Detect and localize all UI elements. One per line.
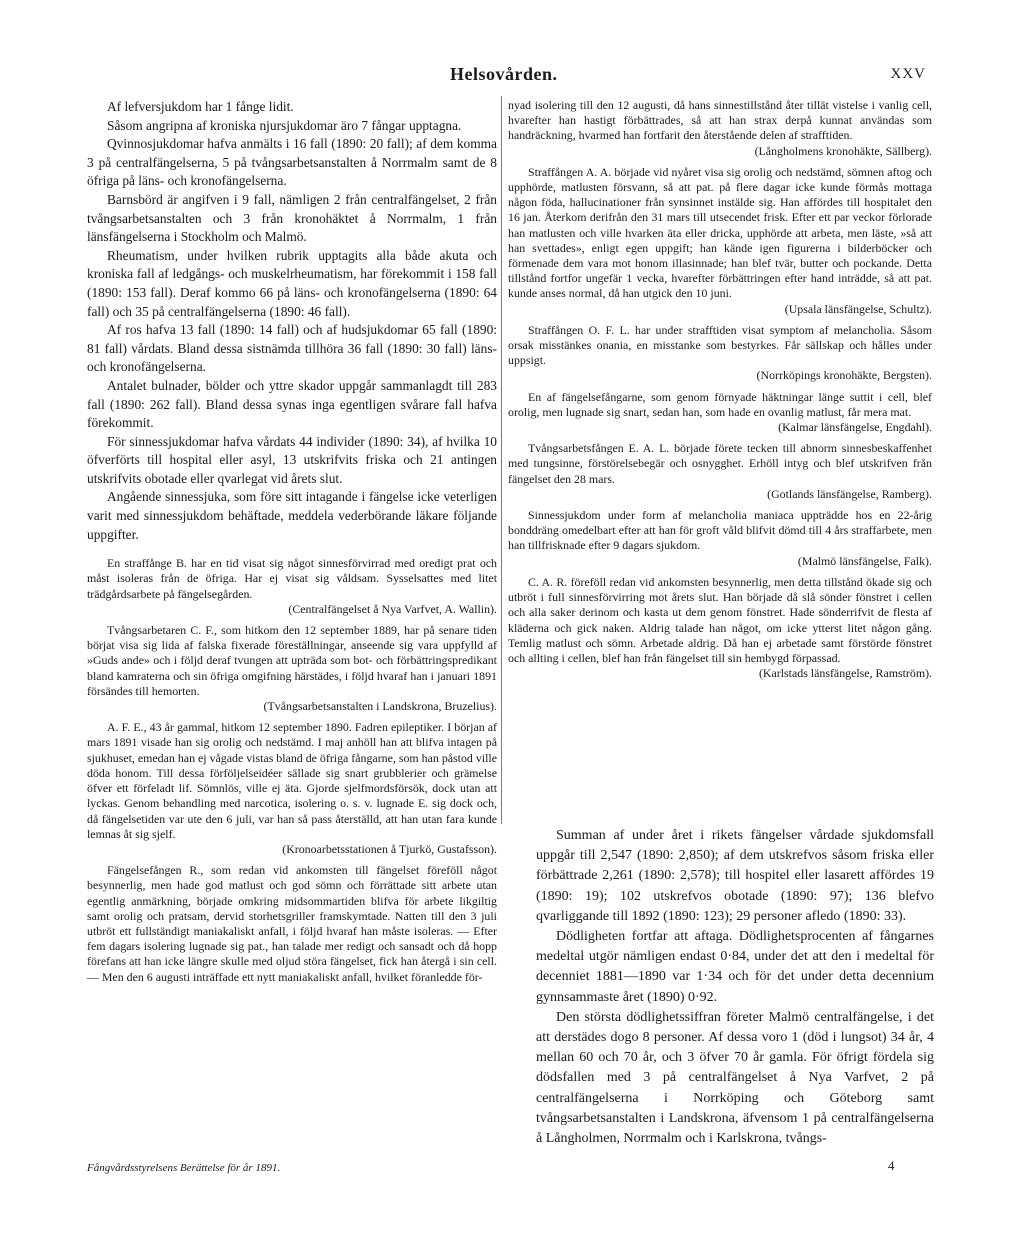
left-column bbox=[87, 98, 497, 985]
running-head bbox=[0, 58, 1024, 88]
case-text: Sinnessjukdom under form af melancholia maniaca uppträdde hos en 22-årig bonddräng omedelbart efter att han för groft våld blifvit dömd till 4 års straffarbete, men han tillfrisknade efter 9 dagars sjukdom. bbox=[508, 508, 932, 553]
right-main-text bbox=[536, 826, 934, 1149]
case-reports-left bbox=[87, 556, 497, 984]
case-signature: (Karlstads länsfängelse, Ramström). bbox=[758, 666, 932, 681]
paragraph: Rheumatism, under hvilken rubrik upptagits alla både akuta och kroniska fall af ledgångs- och muskelrheumatism, har förekommit i 158 fall (1890: 153 fall). Deraf kommo 66 på läns- och kronofängelserna (1890: 64 fall) och 35 på centralfängelserna (1890: 46 fall). bbox=[87, 247, 497, 319]
case-signature: (Gotlands länsfängelse, Ramberg). bbox=[767, 486, 932, 501]
paragraph: Qvinnosjukdomar hafva anmälts i 16 fall (1890: 20 fall); af dem komma 3 på centralfängelserna, 5 på tvångsarbetsanstalten å Norrmalm samt de 8 öfriga på läns- och kronofängelserna. bbox=[87, 136, 497, 189]
paragraph: Såsom angripna af kroniska njursjukdomar äro 7 fångar upptagna. bbox=[107, 117, 462, 133]
left-main-text bbox=[87, 98, 497, 544]
paragraph: Antalet bulnader, bölder och yttre skador uppgår sammanlagdt till 283 fall (1890: 262 fall). Bland dessa synas inga egentligen svårare fall hafva förekommit. bbox=[87, 377, 497, 431]
case-text: Straffången A. A. började vid nyåret visa sig orolig och nedstämd, sömnen aftog och upphörde, matlusten försvann, så att pat. på flere dagar icke kunde förmås mottaga någon föda, hallucinationer från synsinnet instälde sig. Han affördes till hospitalet den 16 jan. Återkom derifrån den 31 mars till utsecendet frisk. Efter ett par veckor förlorade han matlusten och ville hvarken äta eller dricka, upphörde att arbeta, men läste, »så att han svettades», enligt egen uppgift; han kände igen figurerna i bilderböcker och förmenade dem vara mot honom illasinnade; han blef tvär, butter och pockande. Detta tillstånd fortfor ungefär 1 vecka, hvarefter förbättringen efter hand inträdde, så att pat. kunde anses normal, då han utgick den 10 juni. bbox=[508, 164, 932, 301]
case-text: C. A. R. föreföll redan vid ankomsten besynnerlig, men detta tillstånd ökade sig och utbröt i full sinnesförvirring mot årets slut. Han började då slå sönder fönstret i cellen och alla saker derinom och kasta ut dem genom fönstret. Hade sönderrifvit de flesta af kläderna och gick naken. Aldrig talade han något, om icke ytterst litet någon gång. Temlig matlust och sömn. Arbetade aldrig. Då han ej arbetade samt förstörde fönstret och allting i cellen, blef han från fängelset till sin hembygd förpassad. bbox=[508, 574, 932, 665]
sheet-number: 4 bbox=[888, 1158, 895, 1173]
paragraph: Angående sinnessjuka, som före sitt intagande i fängelse icke veterligen varit med sinnessjukdom behäftade, meddela vederbörande läkare följande uppgifter. bbox=[87, 489, 497, 542]
case-reports-right bbox=[508, 98, 932, 681]
paragraph: För sinnessjukdomar hafva vårdats 44 individer (1890: 34), af hvilka 10 öfverförts till hospital eller asyl, 13 utskrifvits friska och 21 antingen utskrifvits obotade eller qvarlegat vid årets slut. bbox=[87, 433, 497, 486]
paragraph: Af lefversjukdom har 1 fånge lidit. bbox=[107, 99, 294, 114]
paragraph: Summan af under året i rikets fängelser vårdade sjukdomsfall uppgår till 2,547 (1890: 2,850); af dem utskrefvos såsom friska eller förbättrade 2,261 (1890: 2,578); till hospitel eller lasarett affördes 19 (1890: 19); 102 utskrefvos obotade (1890: 97); 136 blefvo qvarliggande till 1892 (1890: 123); 29 personer afledo (1890: 33). bbox=[536, 828, 934, 924]
case-text: Fängelsefången R., som redan vid ankomsten till fängelset föreföll något besynnerlig, men hade god matlust och god sömn och förrättade sitt arbete utan egentlig anmärkning, började omkring midsommartiden blifva för arbete likgiltig samt orolig och pratsam, dervid storhetsgriller framskymtade. Natten till den 3 juli utbröt ett fullständigt maniakaliskt anfall, i följd hvaraf han måste isoleras. — Efter fem dagars isolering lugnade sig pat., han talade mer redigt och sansadt och då hopp förefans att han icke längre skulle med oljud störa fängelset, fick han återgå i sin cell. — Men den 6 augusti inträffade ett nytt maniakaliskt anfall, hvilket föranledde för- bbox=[87, 863, 497, 984]
paragraph: Af ros hafva 13 fall (1890: 14 fall) och af hudsjukdomar 65 fall (1890: 81 fall) vårdats. Bland dessa sistnämda tillhöra 36 fall (1890: 30 fall) läns- och kronofängelserna. bbox=[87, 322, 497, 375]
case-signature: (Upsala länsfängelse, Schultz). bbox=[784, 301, 932, 316]
page-title: Helsovården. bbox=[450, 64, 558, 84]
case-signature: (Kronoarbetsstationen å Tjurkö, Gustafsson). bbox=[282, 841, 497, 856]
case-signature: (Långholmens kronohäkte, Sällberg). bbox=[754, 143, 932, 158]
footer-text: Fångvårdsstyrelsens Berättelse för år 1891. bbox=[87, 1162, 281, 1174]
case-signature: (Centralfängelset å Nya Varfvet, A. Wallin). bbox=[288, 601, 497, 616]
paragraph: Barnsbörd är angifven i 9 fall, nämligen 2 från centralfängelset, 2 från tvångsarbetsanstalten och 3 från kronohäktet å Norrmalm, 1 från länsfängelserna i Stockholm och Malmö. bbox=[87, 191, 497, 245]
case-text: Tvångsarbetaren C. F., som hitkom den 12 september 1889, har på senare tiden börjat visa sig lida af falska fixerade föreställningar, anseende sig vara uppfylld af »Guds ande» och i följd deraf tvungen att upträda som bot- och förbättringspredikant bland kamraterna och sin öfriga omgifning härstädes, i följd hvaraf han i januari 1891 försändes till hemorten. bbox=[87, 623, 497, 698]
case-signature: (Malmö länsfängelse, Falk). bbox=[797, 553, 932, 568]
case-text: A. F. E., 43 år gammal, hitkom 12 september 1890. Fadren epileptiker. I början af mars 1891 visade han sig orolig och nedstämd. I maj anhöll han att blifva intagen på sjukhuset, emedan han ej vågade vistas bland de öfriga fångarne, som han påstod ville döda honom. Till dessa förföljelseidéer sällade sig snart grubblerier och grämelse öfver ett förfeladt lif. Sömnlös, ville ej äta. Gjorde sjelfmordsförsök, dock utan att lyckas. Genom behandling med narcotica, isolering o. s. v. lugnade E. sig dock och, då fängelsetiden var ute den 6 juli, var han så pass återställd, att han utan fara kunde lemnas åt sig sjelf. bbox=[87, 720, 497, 841]
case-text: Tvångsarbetsfången E. A. L. började förete tecken till abnorm sinnesbeskaffenhet med tungsinne, förstörelsebegär och osnygghet. Erhöll intyg och blef utskrifven från fängelset den 28 mars. bbox=[508, 441, 932, 486]
page-number: XXV bbox=[890, 66, 926, 82]
case-signature: (Tvångsarbetsanstalten i Landskrona, Bruzelius). bbox=[263, 699, 497, 714]
case-text: En straffånge B. har en tid visat sig något sinnesförvirrad med oredigt prat och måst isoleras från de öfriga. Har ej visat sig våldsam. Sysselsattes med litet trädgårdsarbete på fängelsegården. bbox=[87, 556, 497, 601]
case-signature: (Kalmar länsfängelse, Engdahl). bbox=[778, 420, 932, 435]
case-signature: (Norrköpings kronohäkte, Bergsten). bbox=[756, 368, 932, 383]
paragraph: Den största dödlighetssiffran företer Malmö centralfängelse, i det att derstädes dogo 8 personer. Af dessa voro 1 (död i lungsot) 34 år, 4 mellan 60 och 70 år, och 3 öfver 70 år gamla. För öfrigt fördela sig dödsfallen med 3 på centralfängelset å Nya Varfvet, 2 på centralfängelserna i Norrköping och Göteborg samt tvångsarbetsanstalten i Landskrona, äfvensom 1 på centralfängelserna å Långholmen, Norrmalm och i Karlskrona, tvångs- bbox=[536, 1009, 934, 1147]
case-text: nyad isolering till den 12 augusti, då hans sinnestillstånd åter tillät vistelse i vanlig cell, hvarefter han hastigt förbättrades, så att han strax derpå kunnat användas som handräckning, hvarmed han fortfarit den återstående delen af strafftiden. bbox=[508, 98, 932, 143]
paragraph: Dödligheten fortfar att aftaga. Dödlighetsprocenten af fångarnes medeltal utgör nämligen endast 0·84, under det att den i medeltal för decenniet 1881—1890 var 1·34 och för det under detta decennium gynnsammaste året (1890) 0·92. bbox=[536, 929, 934, 1005]
case-text: En af fängelsefångarne, som genom förnyade häktningar länge suttit i cell, blef orolig, men lugnade sig snart, sedan han, som hade en ovanlig matlust, får mera mat. bbox=[508, 389, 932, 419]
case-text: Straffången O. F. L. har under strafftiden visat symptom af melancholia. Såsom orsak misstänkes onania, en misstanke som bestyrkes. Får sällskap och hålles under uppsigt. bbox=[508, 322, 932, 368]
spacer bbox=[87, 544, 497, 556]
column-divider bbox=[501, 96, 502, 824]
